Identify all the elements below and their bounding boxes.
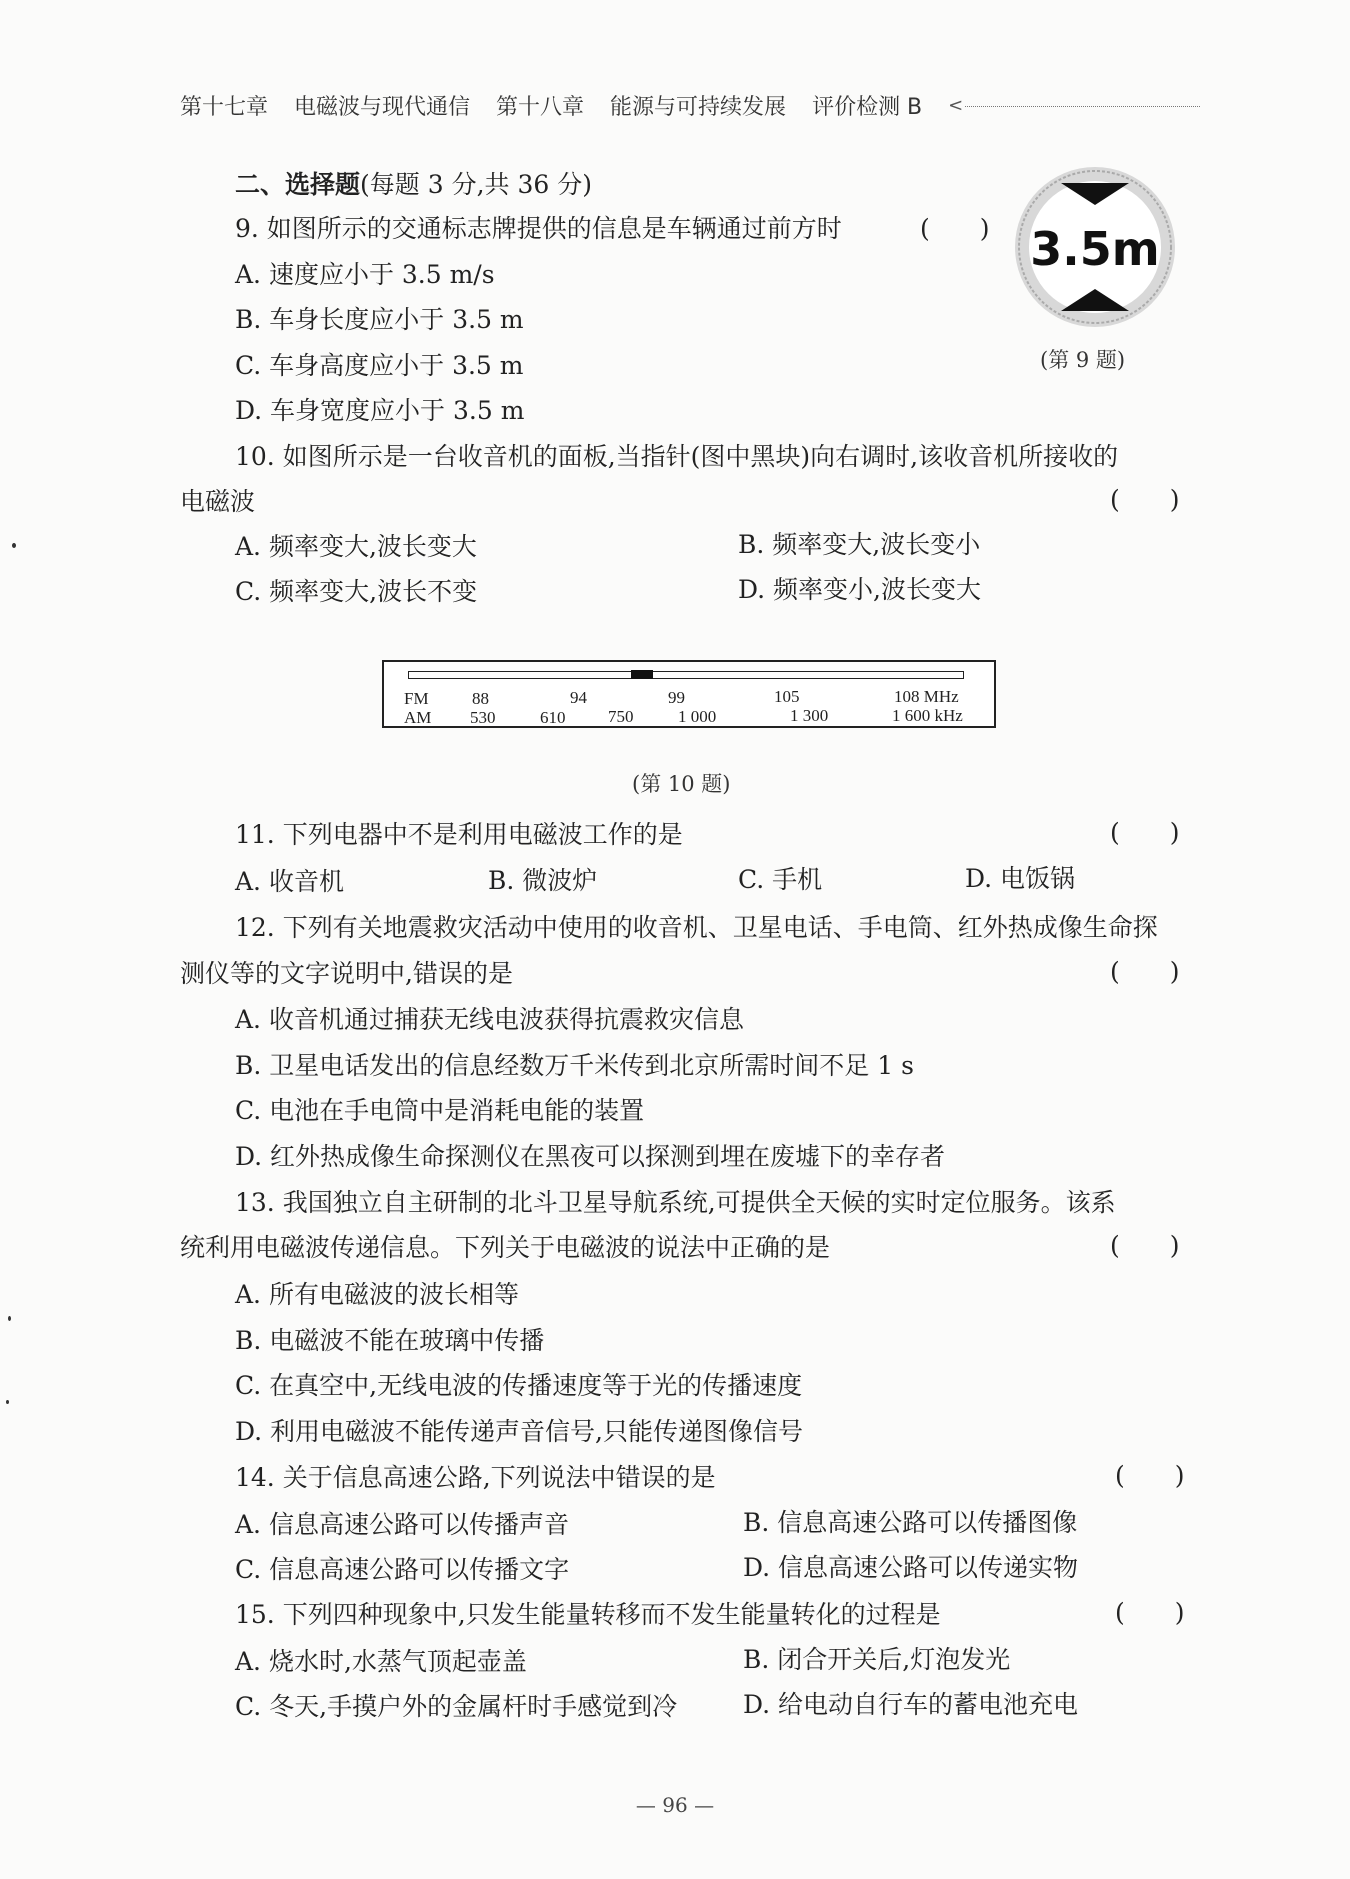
q15-option-c: C. 冬天,手摸户外的金属杆时手感觉到冷 [235,1692,678,1721]
am-mark: 1 300 [790,706,829,725]
q14-stem: 14. 关于信息高速公路,下列说法中错误的是 [235,1463,716,1492]
q11-option-b: B. 微波炉 [488,866,598,895]
fm-mark: 99 [668,688,685,707]
scan-speck [12,543,16,548]
q10-stem-line1: 10. 如图所示是一台收音机的面板,当指针(图中黑块)向右调时,该收音机所接收的 [235,442,1119,471]
q9-option-b: B. 车身长度应小于 3.5 m [235,305,524,334]
q13-stem-line2: 统利用电磁波传递信息。下列关于电磁波的说法中正确的是 [180,1233,831,1262]
q12-option-b: B. 卫星电话发出的信息经数万千米传到北京所需时间不足 1 s [235,1051,914,1080]
dial-track [408,671,964,679]
q14-option-d: D. 信息高速公路可以传递实物 [743,1553,1079,1582]
q9-option-a: A. 速度应小于 3.5 m/s [235,260,495,289]
q12-option-a: A. 收音机通过捕获无线电波获得抗震救灾信息 [235,1005,744,1034]
q13-option-c: C. 在真空中,无线电波的传播速度等于光的传播速度 [235,1371,803,1400]
q12-option-c: C. 电池在手电筒中是消耗电能的装置 [235,1096,645,1125]
q9-option-c: C. 车身高度应小于 3.5 m [235,351,524,380]
scan-speck [6,1400,9,1404]
am-label: AM [404,708,432,727]
height-limit-sign-icon [1013,165,1177,329]
q9-option-d: D. 车身宽度应小于 3.5 m [235,396,525,425]
q15-option-d: D. 给电动自行车的蓄电池充电 [743,1690,1079,1719]
q14-option-b: B. 信息高速公路可以传播图像 [743,1508,1078,1537]
q9-answer-paren: ( ) [920,214,990,243]
radio-dial-panel [382,660,996,728]
q13-option-b: B. 电磁波不能在玻璃中传播 [235,1326,545,1355]
q12-stem-line1: 12. 下列有关地震救灾活动中使用的收音机、卫星电话、手电筒、红外热成像生命探 [235,913,1158,942]
section-label: 评价检测 B [812,95,923,120]
chapter-17-label: 第十七章 [180,95,269,120]
q10-option-b: B. 频率变大,波长变小 [738,530,981,559]
q11-option-d: D. 电饭锅 [965,864,1076,893]
am-mark: 1 000 [678,707,717,726]
q15-stem: 15. 下列四种现象中,只发生能量转移而不发生能量转化的过程是 [235,1600,941,1629]
fm-label: FM [404,689,429,708]
q13-option-a: A. 所有电磁波的波长相等 [235,1280,519,1309]
header-dotted-rule [965,106,1200,107]
q11-answer-paren: ( ) [1110,818,1180,847]
am-mark: 1 600 kHz [892,706,963,725]
am-mark: 530 [470,708,496,727]
q12-answer-paren: ( ) [1110,957,1180,986]
q11-option-a: A. 收音机 [235,867,344,896]
page-number: — 96 — [635,1793,715,1817]
am-mark: 750 [608,707,634,726]
q15-option-a: A. 烧水时,水蒸气顶起壶盖 [235,1647,527,1676]
q10-option-c: C. 频率变大,波长不变 [235,577,478,606]
q10-figure-caption: (第 10 题) [632,772,731,796]
q11-stem: 11. 下列电器中不是利用电磁波工作的是 [235,820,683,849]
arrow-left-icon: < [948,95,964,116]
q14-option-c: C. 信息高速公路可以传播文字 [235,1555,570,1584]
chapter-17-title: 电磁波与现代通信 [294,95,471,120]
q13-stem-line1: 13. 我国独立自主研制的北斗卫星导航系统,可提供全天候的实时定位服务。该系 [235,1188,1116,1217]
q13-option-d: D. 利用电磁波不能传递声音信号,只能传递图像信号 [235,1417,803,1446]
fm-mark: 94 [570,688,587,707]
q15-answer-paren: ( ) [1115,1598,1185,1627]
q9-figure-caption: (第 9 题) [1040,348,1126,372]
chapter-18-title: 能源与可持续发展 [610,95,787,120]
chapter-18-label: 第十八章 [496,95,585,120]
running-header [180,90,1200,121]
q13-answer-paren: ( ) [1110,1231,1180,1260]
q14-answer-paren: ( ) [1115,1461,1185,1490]
q12-option-d: D. 红外热成像生命探测仪在黑夜可以探测到埋在废墟下的幸存者 [235,1142,946,1171]
section-title-label: 二、选择题 [235,170,361,199]
q9-stem: 9. 如图所示的交通标志牌提供的信息是车辆通过前方时 [235,214,842,243]
fm-mark: 108 MHz [894,687,959,706]
am-mark: 610 [540,708,566,727]
q11-option-c: C. 手机 [738,865,823,894]
section-title-note: (每题 3 分,共 36 分) [360,170,592,199]
dial-pointer [631,670,653,679]
q15-option-b: B. 闭合开关后,灯泡发光 [743,1645,1011,1674]
fm-mark: 88 [472,689,489,708]
q10-option-a: A. 频率变大,波长变大 [235,532,477,561]
q10-answer-paren: ( ) [1110,485,1180,514]
fm-mark: 105 [774,687,800,706]
q14-option-a: A. 信息高速公路可以传播声音 [235,1510,569,1539]
q10-stem-line2: 电磁波 [180,487,256,516]
q10-option-d: D. 频率变小,波长变大 [738,575,981,604]
q12-stem-line2: 测仪等的文字说明中,错误的是 [180,959,513,988]
section-title [235,168,592,202]
sign-text: 3.5m [1030,222,1160,276]
scan-speck [8,1316,11,1321]
